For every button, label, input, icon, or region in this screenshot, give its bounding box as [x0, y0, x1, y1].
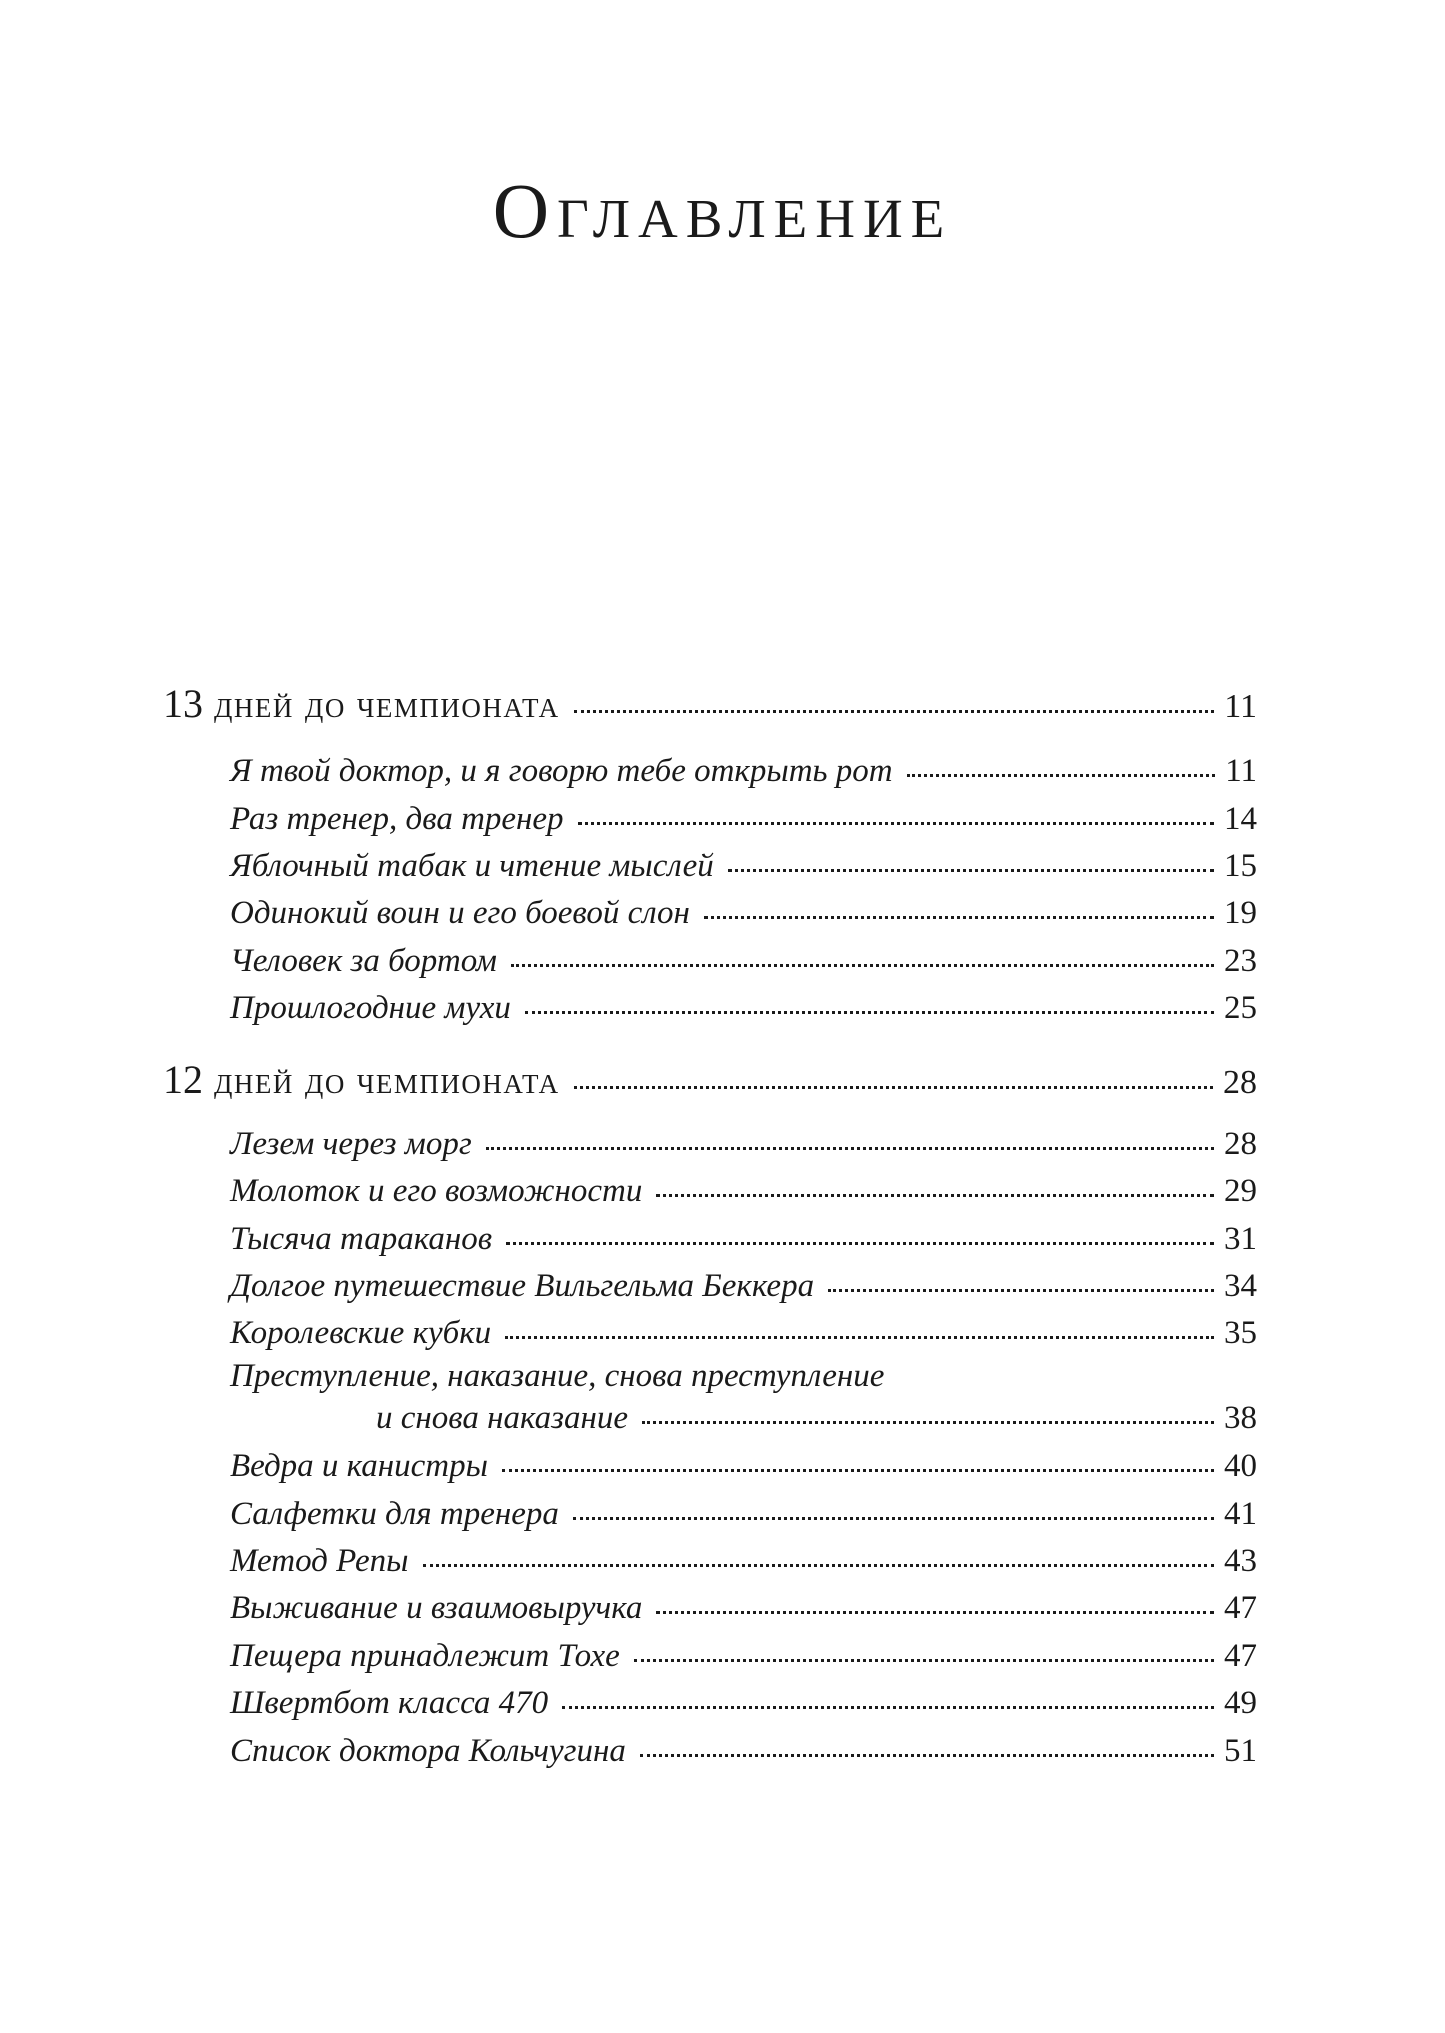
item-title: Молоток и его возможности: [230, 1173, 643, 1209]
item-title: Швертбот класса 470: [230, 1685, 549, 1721]
dot-leader: [578, 822, 1214, 825]
dot-leader: [828, 1289, 1214, 1292]
dot-leader: [573, 1517, 1214, 1520]
page-number: 38: [1224, 1400, 1257, 1436]
dot-leader: [656, 1194, 1214, 1197]
dot-leader: [642, 1421, 1214, 1424]
dot-leader: [656, 1611, 1214, 1614]
toc-item[interactable]: [230, 753, 1257, 790]
page-number: 19: [1224, 895, 1257, 931]
item-title: Список доктора Кольчугина: [230, 1733, 626, 1769]
item-title: Пещера принадлежит Тохе: [230, 1638, 620, 1674]
chapter-title: [163, 1056, 560, 1103]
page-number: 35: [1224, 1315, 1257, 1351]
item-title: Раз тренер, два тренер: [230, 801, 564, 837]
item-title: Одинокий воин и его боевой слон: [230, 895, 690, 931]
page-number: 28: [1224, 1126, 1257, 1162]
chapter-label: дней до чемпионата: [214, 1060, 560, 1102]
item-title: Королевские кубки: [230, 1315, 492, 1351]
item-title: Я твой доктор, и я говорю тебе открыть рот: [230, 753, 893, 789]
toc-item[interactable]: [230, 1126, 1257, 1163]
toc-item[interactable]: [230, 1638, 1257, 1675]
dot-leader: [423, 1564, 1214, 1567]
toc-item[interactable]: [230, 848, 1257, 885]
dot-leader: [505, 1336, 1214, 1339]
toc-item[interactable]: [376, 1400, 1257, 1437]
toc-item[interactable]: [230, 1268, 1257, 1305]
toc-item[interactable]: [230, 1543, 1257, 1580]
dot-leader: [728, 869, 1214, 872]
item-title: Долгое путешествие Вильгельма Беккера: [230, 1268, 815, 1304]
item-title: Салфетки для тренера: [230, 1496, 559, 1532]
dot-leader: [907, 774, 1216, 777]
page-number: 47: [1224, 1590, 1257, 1626]
chapter-label: дней до чемпионата: [214, 684, 560, 726]
item-title: Лезем через морг: [230, 1126, 472, 1162]
page-number: 15: [1224, 848, 1257, 884]
toc-chapter-13-days[interactable]: [163, 680, 1257, 727]
toc-item[interactable]: [230, 1496, 1257, 1533]
page-number: 25: [1224, 990, 1257, 1026]
page-number: 49: [1224, 1685, 1257, 1721]
toc-item[interactable]: [230, 990, 1257, 1027]
chapter-number: 13: [163, 681, 203, 726]
page-number: 23: [1224, 943, 1257, 979]
toc-item[interactable]: [230, 1590, 1257, 1627]
dot-leader: [506, 1242, 1214, 1245]
page-number: 29: [1224, 1173, 1257, 1209]
dot-leader: [640, 1754, 1214, 1757]
toc-item[interactable]: [230, 1685, 1257, 1722]
item-title: Метод Репы: [230, 1543, 409, 1579]
dot-leader: [574, 710, 1215, 713]
dot-leader: [525, 1011, 1214, 1014]
chapter-title: [163, 680, 560, 727]
toc-item[interactable]: [230, 895, 1257, 932]
item-title: Прошлогодние мухи: [230, 990, 511, 1026]
page-number: 11: [1225, 753, 1257, 789]
toc-item[interactable]: [230, 801, 1257, 838]
page-title: Оглавление: [492, 167, 953, 254]
page-number: 40: [1224, 1448, 1257, 1484]
item-title: Выживание и взаимовыручка: [230, 1590, 643, 1626]
dot-leader: [704, 916, 1214, 919]
dot-leader: [502, 1469, 1214, 1472]
toc-item[interactable]: [230, 1733, 1257, 1770]
toc-item[interactable]: [230, 1315, 1257, 1352]
dot-leader: [574, 1086, 1213, 1089]
toc-item-title-line1[interactable]: Преступление, наказание, снова преступление: [230, 1358, 885, 1394]
dot-leader: [562, 1706, 1214, 1709]
item-title-line2: и снова наказание: [376, 1400, 628, 1436]
item-title: Тысяча тараканов: [230, 1221, 493, 1257]
page-number: 51: [1224, 1733, 1257, 1769]
toc-item[interactable]: [230, 1173, 1257, 1210]
page-number: 28: [1223, 1064, 1257, 1101]
page-number: 11: [1224, 688, 1257, 725]
toc-chapter-12-days[interactable]: [163, 1056, 1257, 1103]
page-number: 34: [1224, 1268, 1257, 1304]
toc-item[interactable]: [230, 943, 1257, 980]
chapter-number: 12: [163, 1057, 203, 1102]
item-title: Человек за бортом: [230, 943, 497, 979]
item-title: Ведра и канистры: [230, 1448, 488, 1484]
page-number: 47: [1224, 1638, 1257, 1674]
dot-leader: [634, 1659, 1214, 1662]
page-number: 14: [1224, 801, 1257, 837]
page-number: 31: [1224, 1221, 1257, 1257]
dot-leader: [511, 964, 1214, 967]
item-title: Яблочный табак и чтение мыслей: [230, 848, 714, 884]
toc-item[interactable]: [230, 1221, 1257, 1258]
page-number: 41: [1224, 1496, 1257, 1532]
page-number: 43: [1224, 1543, 1257, 1579]
toc-item[interactable]: [230, 1448, 1257, 1485]
dot-leader: [486, 1147, 1214, 1150]
